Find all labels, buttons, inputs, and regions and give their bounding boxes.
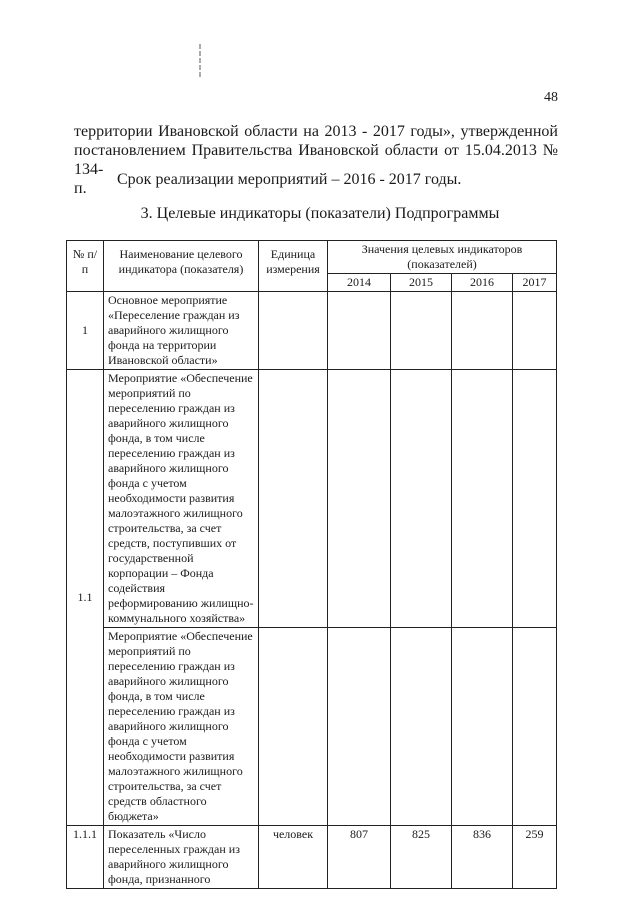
term-text: Срок реализации мероприятий – 2016 - 2017 годы. bbox=[117, 171, 462, 188]
header-year: 2016 bbox=[452, 274, 513, 292]
page-number: 48 bbox=[544, 90, 558, 105]
row-name: Мероприятие «Обеспечение мероприятий по переселению граждан из аварийного жилищного фонда, в том числе переселению граждан из аварийного жилищного фонда с учетом необходимости развития малоэтажного жилищного строительства, за счет средств областного бюджета» bbox=[104, 628, 259, 826]
row-name: Мероприятие «Обеспечение мероприятий по переселению граждан из аварийного жилищного фонда, в том числе переселению граждан из аварийного жилищного фонда с учетом необходимости развития малоэтажного жилищного строительства, за счет средств, поступивших от государственной корпорации – Фонда содействия реформированию жилищно-коммунального хозяйства» bbox=[104, 370, 259, 628]
table-row bbox=[67, 370, 557, 628]
indicators-table bbox=[66, 240, 557, 889]
row-value: 825 bbox=[391, 826, 452, 889]
header-unit: Единица измерения bbox=[259, 241, 328, 292]
row-value bbox=[513, 292, 557, 370]
row-value bbox=[452, 370, 513, 628]
row-num: 1.1.1 bbox=[67, 826, 104, 889]
row-value: 836 bbox=[452, 826, 513, 889]
row-unit bbox=[259, 370, 328, 628]
row-value: 807 bbox=[328, 826, 391, 889]
intro-line: постановлением Правительства Ивановской области от 15.04.2013 № 134- bbox=[74, 142, 558, 178]
table-row bbox=[67, 826, 557, 889]
row-value bbox=[391, 370, 452, 628]
header-num: № п/п bbox=[67, 241, 104, 292]
row-value bbox=[513, 370, 557, 628]
header-year: 2014 bbox=[328, 274, 391, 292]
row-value bbox=[328, 370, 391, 628]
row-unit bbox=[259, 628, 328, 826]
intro-line: п. bbox=[74, 180, 87, 197]
row-value bbox=[391, 628, 452, 826]
row-value bbox=[513, 628, 557, 826]
row-name: Основное мероприятие «Переселение граждан из аварийного жилищного фонда на территории Ивановской области» bbox=[104, 292, 259, 370]
row-value bbox=[391, 292, 452, 370]
row-value: 259 bbox=[513, 826, 557, 889]
row-value bbox=[452, 628, 513, 826]
header-year: 2017 bbox=[513, 274, 557, 292]
row-unit: человек bbox=[259, 826, 328, 889]
section-heading: 3. Целевые индикаторы (показатели) Подпрограммы bbox=[140, 205, 500, 222]
row-num: 1 bbox=[67, 292, 104, 370]
header-year: 2015 bbox=[391, 274, 452, 292]
header-values-group: Значения целевых индикаторов (показателей) bbox=[328, 241, 557, 274]
row-value bbox=[452, 292, 513, 370]
intro-line: территории Ивановской области на 2013 - 2017 годы», утвержденной bbox=[74, 123, 558, 140]
header-row bbox=[67, 241, 557, 274]
table-row bbox=[67, 628, 557, 826]
scan-artifact bbox=[199, 44, 201, 78]
table-row bbox=[67, 292, 557, 370]
row-unit bbox=[259, 292, 328, 370]
header-name: Наименование целевого индикатора (показателя) bbox=[104, 241, 259, 292]
row-num: 1.1 bbox=[67, 370, 104, 826]
row-name: Показатель «Число переселенных граждан из аварийного жилищного фонда, признанного bbox=[104, 826, 259, 889]
row-value bbox=[328, 628, 391, 826]
row-value bbox=[328, 292, 391, 370]
